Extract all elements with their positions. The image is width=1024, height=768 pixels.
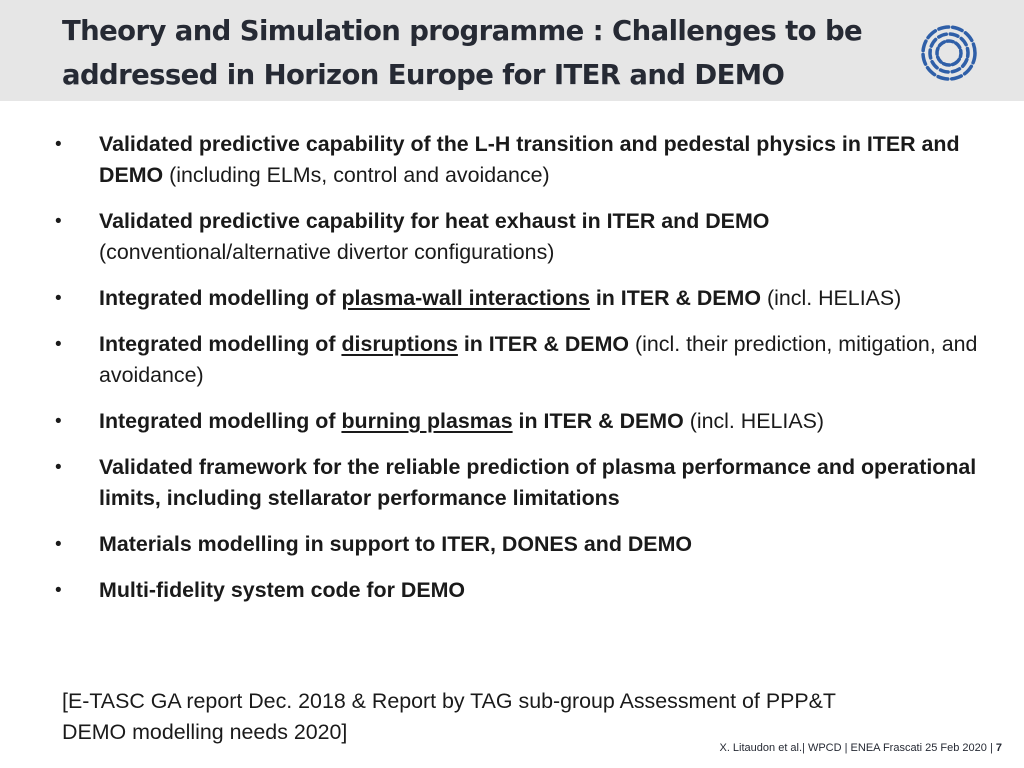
reference-line-2: DEMO modelling needs 2020]: [62, 720, 348, 744]
bullet-regular-text: (incl. their prediction, mitigation, and avoidance): [99, 332, 978, 387]
reference-note: [62, 686, 942, 748]
title-line-2: addressed in Horizon Europe for ITER and DEMO: [62, 59, 785, 91]
bullet-bold-text: Integrated modelling of: [99, 286, 342, 310]
slide-header: [0, 0, 1024, 101]
bullet-marker: •: [55, 534, 62, 555]
bullet-bold-text: in ITER & DEMO: [512, 409, 684, 433]
bullet-marker: •: [55, 411, 62, 432]
title-line-1: Theory and Simulation programme : Challenges to be: [62, 15, 863, 47]
list-item: [54, 529, 984, 560]
bullet-bold-text: Validated predictive capability for heat exhaust in ITER and DEMO: [99, 209, 770, 233]
eurofusion-logo-icon: [920, 24, 978, 82]
bullet-list: [54, 129, 984, 621]
bullet-marker: •: [55, 211, 62, 232]
bullet-regular-text: (incl. HELIAS): [683, 409, 825, 433]
bullet-bold-text: Validated predictive capability of the L-H transition and pedestal physics in ITER and DEMO: [99, 132, 960, 187]
bullet-regular-text: (conventional/alternative divertor configurations): [99, 240, 555, 264]
slide-title: [62, 9, 922, 97]
list-item: [54, 575, 984, 606]
list-item: [54, 283, 984, 314]
bullet-bold-text: Integrated modelling of: [99, 332, 342, 356]
bullet-underlined-text: disruptions: [341, 332, 458, 356]
bullet-marker: •: [55, 288, 62, 309]
bullet-marker: •: [55, 134, 62, 155]
footer-text: X. Litaudon et al.| WPCD | ENEA Frascati 25 Feb 2020 |: [719, 742, 993, 754]
bullet-marker: •: [55, 580, 62, 601]
list-item: [54, 329, 984, 391]
bullet-bold-text: Multi-fidelity system code for DEMO: [99, 578, 466, 602]
bullet-bold-text: Materials modelling in support to ITER, DONES and DEMO: [99, 532, 693, 556]
bullet-bold-text: Integrated modelling of: [99, 409, 342, 433]
bullet-bold-text: in ITER & DEMO: [589, 286, 762, 310]
page-number: 7: [995, 742, 1002, 754]
bullet-bold-text: Validated framework for the reliable prediction of plasma performance and operational limits, including stellarator performance limitations: [99, 455, 977, 510]
bullet-regular-text: (incl. HELIAS): [761, 286, 902, 310]
bullet-marker: •: [55, 334, 62, 355]
reference-line-1: [E-TASC GA report Dec. 2018 & Report by TAG sub-group Assessment of PPP&T: [62, 689, 836, 713]
list-item: [54, 129, 984, 191]
bullet-marker: •: [55, 457, 62, 478]
bullet-underlined-text: burning plasmas: [341, 409, 513, 433]
list-item: [54, 452, 984, 514]
bullet-bold-text: in ITER & DEMO: [457, 332, 630, 356]
list-item: [54, 206, 984, 268]
slide-footer: [719, 742, 1002, 754]
list-item: [54, 406, 984, 437]
bullet-underlined-text: plasma-wall interactions: [341, 286, 590, 310]
bullet-regular-text: (including ELMs, control and avoidance): [163, 163, 550, 187]
